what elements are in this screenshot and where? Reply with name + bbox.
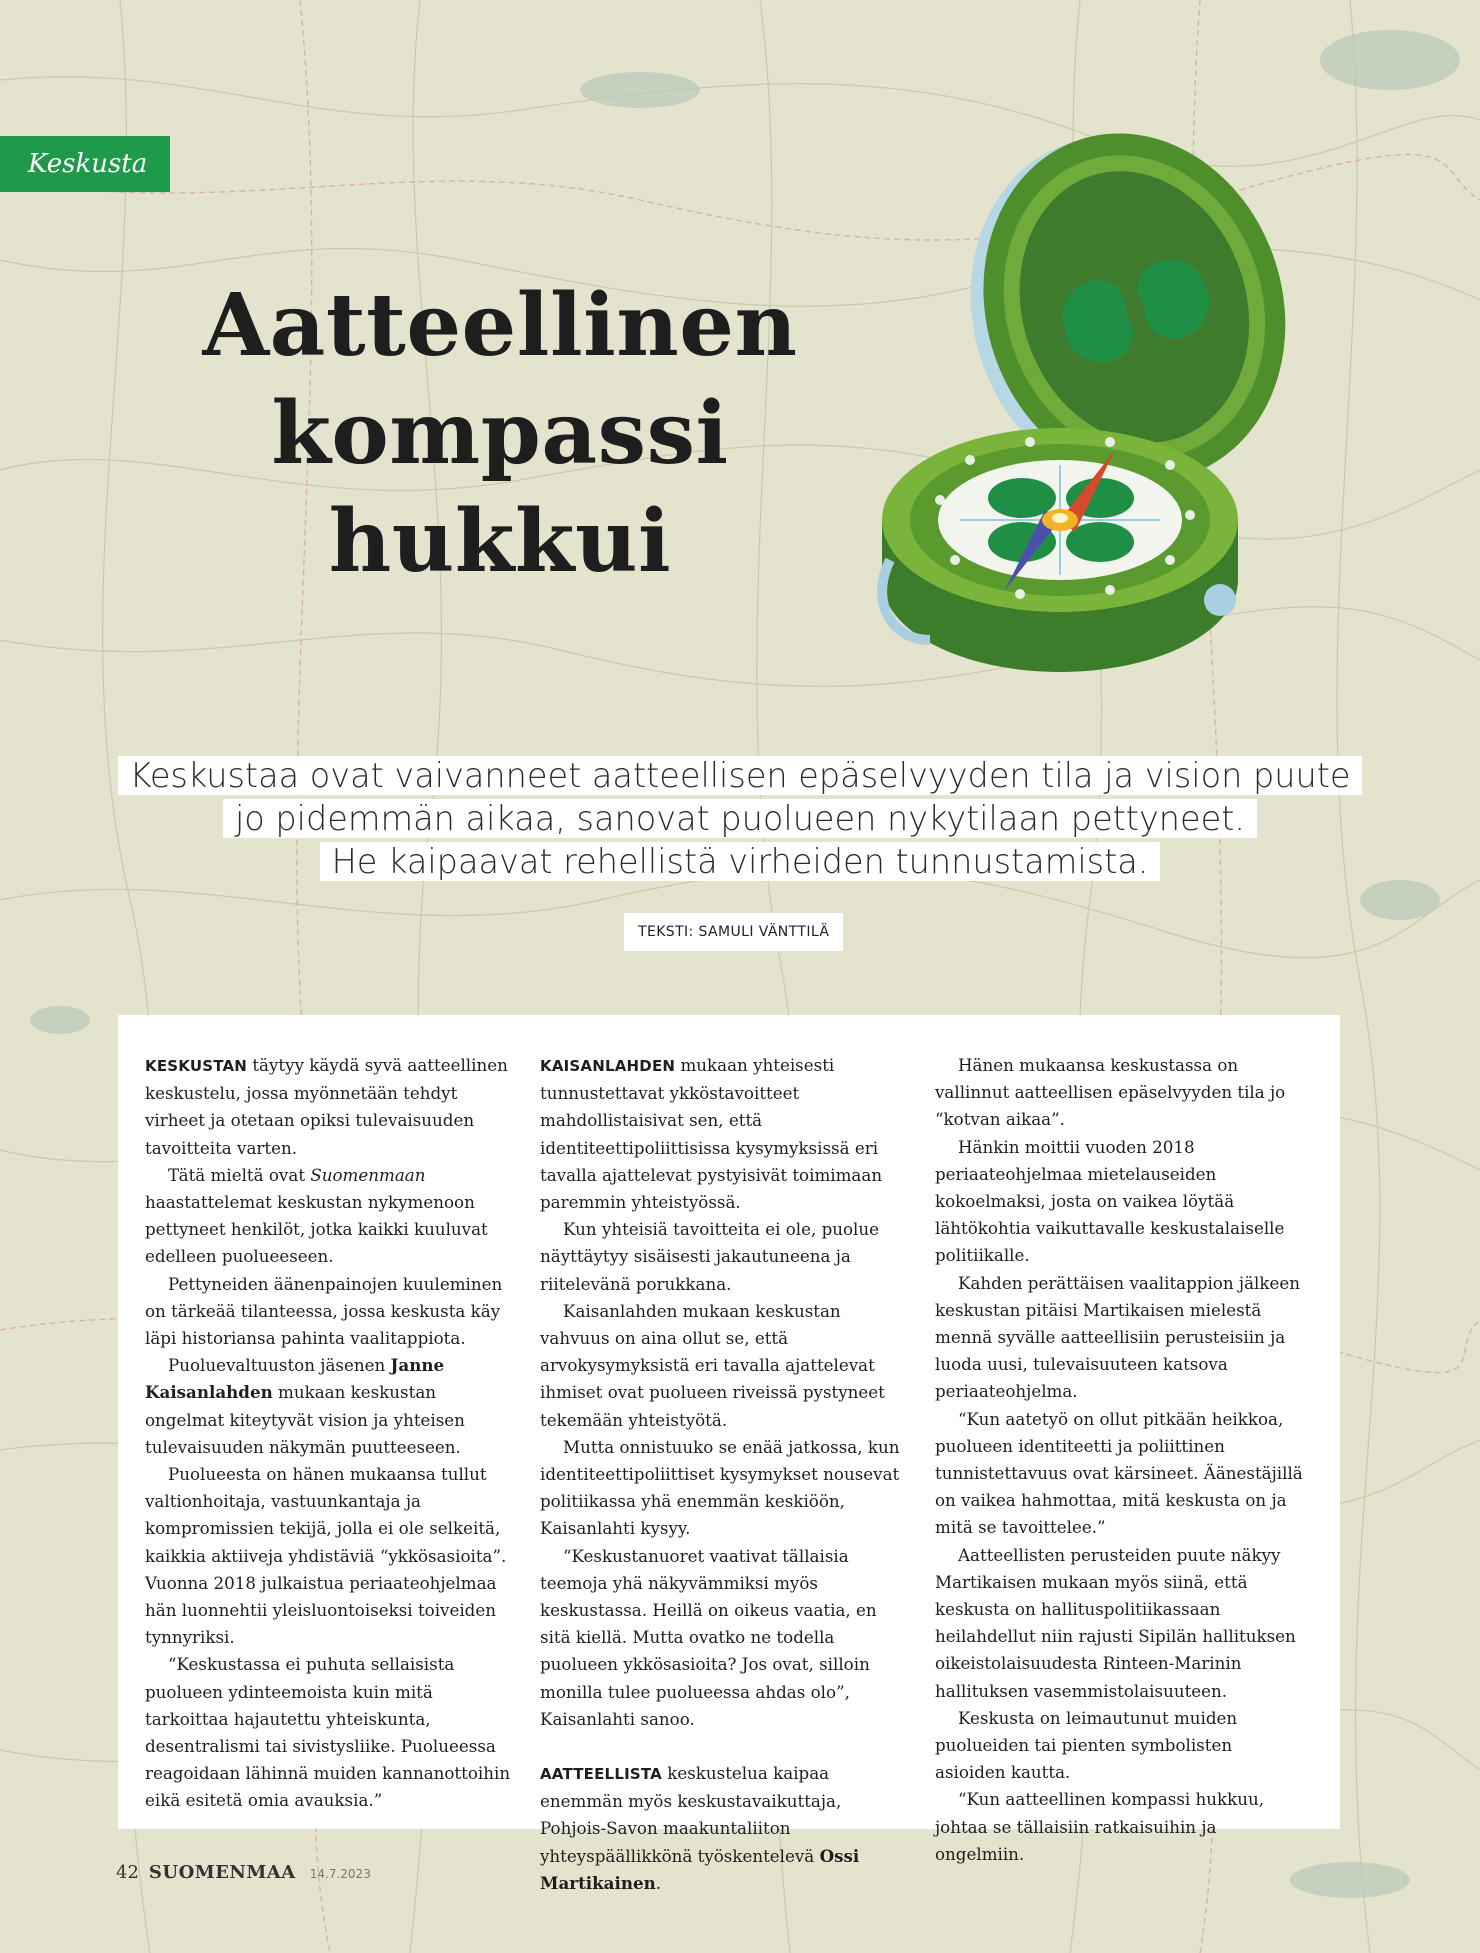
article-paragraph: Keskusta on leimautunut muiden puolueiden tai pienten symbolisten asioiden kautta. bbox=[935, 1707, 1238, 1783]
article-paragraph: Puoluevaltuuston jäsenen Janne Kaisanlahden mukaan keskustan ongelmat kiteytyvät vision ja yhteisen tulevaisuuden näkymän puutteeseen. bbox=[145, 1355, 465, 1457]
byline: TEKSTI: SAMULI VÄNTTILÄ bbox=[624, 913, 843, 951]
article-paragraph: Kaisanlahden mukaan keskustan vahvuus on aina ollut se, että arvokysymyksistä eri tavalla ajattelevat ihmiset ovat puolueen riveissä pystyneet tekemään yhteistyötä. bbox=[540, 1300, 885, 1430]
compass-clover-icon bbox=[870, 120, 1340, 680]
magazine-name: SUOMENMAA bbox=[148, 1862, 296, 1883]
article-paragraph: Hänkin moittii vuoden 2018 periaateohjelmaa mietelauseiden kokoelmaksi, josta on vaikea löytää lähtökohtia vaikuttavalle keskustalaiselle politiikalle. bbox=[935, 1136, 1285, 1266]
article-paragraph: “Keskustanuoret vaativat tällaisia teemoja yhä näkyvämmiksi myös keskustassa. Heillä on oikeus vaatia, en sitä kiellä. Mutta ovatko ne todella puolueen ykkösasioita? Jos ovat, silloin monilla tulee puolueessa ahdas olo”, Kaisanlahti sanoo. bbox=[540, 1545, 877, 1729]
article-paragraph: KAISANLAHDEN mukaan yhteisesti tunnustettavat ykköstavoitteet mahdollistaisivat sen, että identiteettipoliittisissa kysymyksissä eri tavalla ajattelevat pystyisivät toimimaan paremmin yhteistyössä. bbox=[540, 1055, 883, 1213]
article-paragraph: Puolueesta on hänen mukaansa tullut valtionhoitaja, vastuunkantaja ja kompromissien tekijä, jolla ei ole selkeitä, kaikkia aktiiveja yhdistäviä “ykkösasioita”. Vuonna 2018 julkaistua periaateohjelmaa hän luonnehtii yleisluontoiseksi toiveiden tynnyriksi. bbox=[145, 1464, 507, 1648]
article-paragraph: Kun yhteisiä tavoitteita ei ole, puolue näyttäytyy sisäisesti jakautuneena ja riitelevänä porukkana. bbox=[540, 1219, 880, 1294]
article-paragraph: KESKUSTAN täytyy käydä syvä aatteellinen keskustelu, jossa myönnetään tehdyt virheet ja otetaan opiksi tulevaisuuden tavoitteita varten. bbox=[145, 1055, 508, 1158]
section-label: Keskusta bbox=[0, 136, 170, 192]
page-footer bbox=[116, 1862, 371, 1892]
headline-line: kompassi bbox=[271, 383, 729, 484]
article-paragraph: “Kun aatetyö on ollut pitkään heikkoa, puolueen identiteetti ja poliittinen tunnistettavuus ovat kärsineet. Äänestäjillä on vaikea hahmottaa, mitä keskusta on ja mitä se tavoittelee.” bbox=[935, 1408, 1303, 1538]
page-number: 42 bbox=[116, 1862, 139, 1883]
paragraph-lead-caps: AATTEELLISTA bbox=[540, 1765, 662, 1784]
article-column bbox=[540, 1052, 910, 1893]
lead-line: Keskustaa ovat vaivanneet aatteellisen epäselvyyden tila ja vision puute bbox=[118, 756, 1363, 795]
article-paragraph: Pettyneiden äänenpainojen kuuleminen on tärkeää tilanteessa, jossa keskusta käy läpi historiansa pahinta vaalitappiota. bbox=[145, 1273, 503, 1349]
article-paragraph: “Kun aatteellinen kompassi hukkuu, johtaa se tällaisiin ratkaisuihin ja ongelmiin. bbox=[935, 1789, 1265, 1864]
article-paragraph: Hänen mukaansa keskustassa on vallinnut aatteellisen epäselvyyden tila jo “kotvan aikaa”. bbox=[935, 1055, 1286, 1130]
article-paragraph: “Keskustassa ei puhuta sellaisista puolueen ydinteemoista kuin mitä tarkoittaa hajautettu yhteiskunta, desentralismi tai sivistysliike. Puolueessa reagoidaan lähinnä muiden kannanottoihin eikä esitetä omia avauksia.” bbox=[145, 1654, 511, 1811]
article-paragraph: Aatteellisten perusteiden puute näkyy Martikaisen mukaan myös siinä, että keskusta on hallituspolitiikassaan heilahdellut niin rajusti Sipilän hallituksen oikeistolaisuudesta Rinteen-Marinin hallituksen vasemmistolaisuuteen. bbox=[935, 1544, 1296, 1701]
article-paragraph: Mutta onnistuuko se enää jatkossa, kun identiteettipoliittiset kysymykset nousevat politiikassa yhä enemmän keskiöön, Kaisanlahti kysyy. bbox=[540, 1436, 900, 1539]
headline bbox=[190, 272, 810, 596]
article-paragraph: AATTEELLISTA keskustelua kaipaa enemmän myös keskustavaikuttaja, Pohjois-Savon maakuntaliiton yhteyspäällikkönä työskentelevä Ossi Martikainen. bbox=[540, 1763, 860, 1893]
lead-paragraph bbox=[80, 754, 1400, 883]
lead-line: jo pidemmän aikaa, sanovat puolueen nykytilaan pettyneet. bbox=[223, 799, 1257, 838]
lead-line: He kaipaavat rehellistä virheiden tunnustamista. bbox=[320, 842, 1161, 881]
headline-line: hukkui bbox=[328, 491, 672, 592]
article-paragraph: Kahden perättäisen vaalitappion jälkeen keskustan pitäisi Martikaisen mielestä mennä syvälle aatteellisiin perusteisiin ja luoda uusi, tulevaisuuteen katsova periaateohjelma. bbox=[935, 1272, 1300, 1402]
issue-date: 14.7.2023 bbox=[309, 1867, 371, 1881]
article-paragraph: Tätä mieltä ovat Suomenmaan haastattelemat keskustan nykymenoon pettyneet henkilöt, jotka kaikki kuuluvat edelleen puolueeseen. bbox=[145, 1164, 488, 1267]
headline-line: Aatteellinen bbox=[202, 275, 798, 376]
article-column bbox=[145, 1052, 515, 1829]
paragraph-lead-caps: KAISANLAHDEN bbox=[540, 1057, 676, 1075]
article-column bbox=[935, 1052, 1305, 1864]
paragraph-lead-caps: KESKUSTAN bbox=[145, 1057, 248, 1075]
